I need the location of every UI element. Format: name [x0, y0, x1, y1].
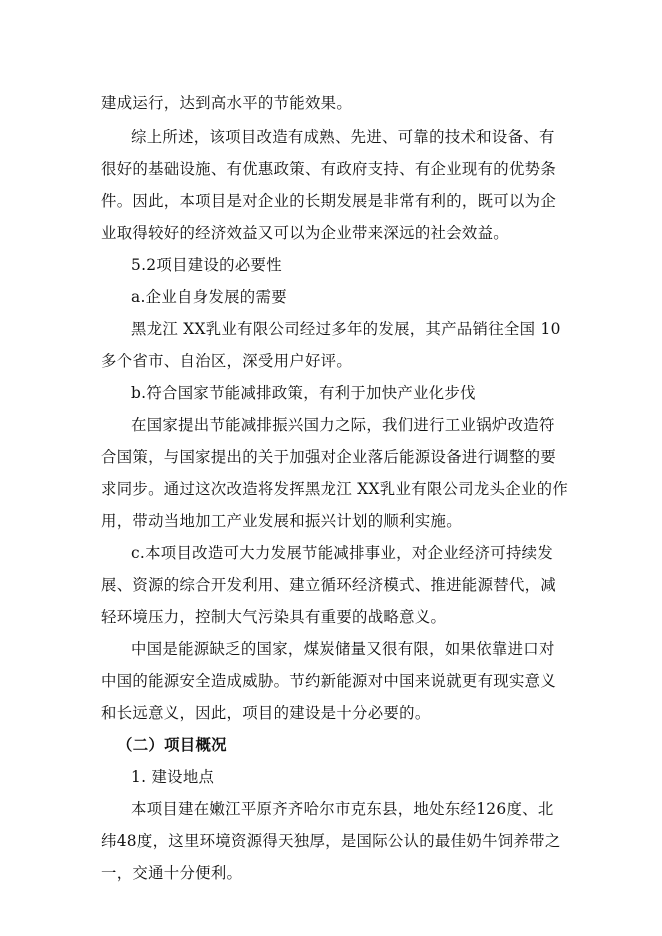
- paragraph-energy-line-2: 中国的能源安全造成威胁。节约新能源对中国来说就更有现实意义: [101, 672, 557, 690]
- paragraph-summary-line-2: 很好的基础设施、有优惠政策、有政府支持、有企业现有的优势条: [101, 160, 557, 178]
- paragraph-location-line-3: 一，交通十分便利。: [101, 864, 243, 882]
- paragraph-summary-line-4: 业取得较好的经济效益又可以为企业带来深远的社会效益。: [101, 224, 509, 242]
- paragraph-b-line-2: 合国策，与国家提出的关于加强对企业落后能源设备进行调整的要: [101, 448, 557, 466]
- paragraph-b-line-1: 在国家提出节能减排振兴国力之际，我们进行工业锅炉改造符: [131, 416, 555, 434]
- subheading-a: a.企业自身发展的需要: [131, 288, 287, 306]
- paragraph-c-line-3: 轻环境压力，控制大气污染具有重要的战略意义。: [101, 608, 447, 626]
- text-line-1: 建成运行，达到高水平的节能效果。: [101, 94, 353, 112]
- paragraph-location-line-1: 本项目建在嫩江平原齐齐哈尔市克东县，地处东经126度、北: [131, 800, 554, 818]
- paragraph-energy-line-3: 和长远意义，因此，项目的建设是十分必要的。: [101, 704, 431, 722]
- paragraph-c-line-1: c.本项目改造可大力发展节能减排事业，对企业经济可持续发: [131, 544, 554, 562]
- paragraph-c-line-2: 展、资源的综合开发利用、建立循环经济模式、推进能源替代，减: [101, 576, 557, 594]
- paragraph-b-line-4: 用，带动当地加工产业发展和振兴计划的顺利实施。: [101, 512, 462, 530]
- subheading-location: 1. 建设地点: [131, 768, 215, 786]
- subheading-b: b.符合国家节能减排政策，有利于加快产业化步伐: [131, 384, 476, 402]
- paragraph-summary-line-1: 综上所述，该项目改造有成熟、先进、可靠的技术和设备、有: [131, 128, 555, 146]
- paragraph-energy-line-1: 中国是能源缺乏的国家，煤炭储量又很有限，如果依靠进口对: [131, 640, 555, 658]
- paragraph-location-line-2: 纬48度，这里环境资源得天独厚，是国际公认的最佳奶牛饲养带之: [101, 832, 561, 850]
- section-heading-5-2: 5.2项目建设的必要性: [131, 256, 282, 274]
- paragraph-summary-line-3: 件。因此，本项目是对企业的长期发展是非常有利的，既可以为企: [101, 192, 557, 210]
- paragraph-a-line-2: 多个省市、自治区，深受用户好评。: [101, 352, 353, 370]
- paragraph-a-line-1: 黑龙江 XX乳业有限公司经过多年的发展，其产品销往全国 10: [131, 320, 561, 338]
- paragraph-b-line-3: 求同步。通过这次改造将发挥黑龙江 XX乳业有限公司龙头企业的作: [101, 480, 569, 498]
- section-heading-project-overview: （二）项目概况: [117, 736, 227, 754]
